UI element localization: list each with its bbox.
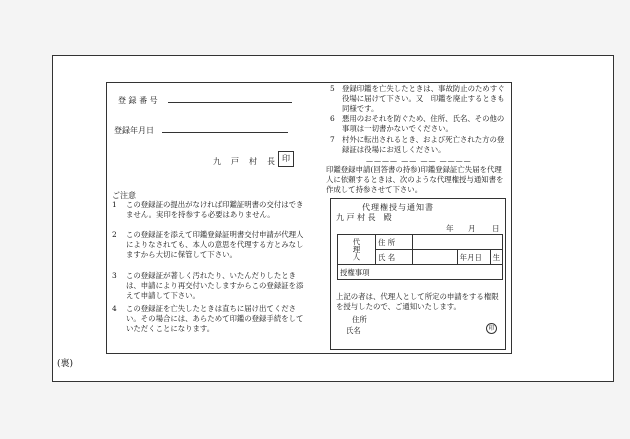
proxy-instruction: 印鑑登録申請(回答書の持参)印鑑登録証亡失届を代理人に依頼するときは、次のような代理権授与通知書を作成して持参させて下さい。 [326, 165, 504, 194]
proxy-day: 日 [492, 224, 500, 233]
proxy-name-label: 氏 名 [376, 250, 413, 265]
seal-circle: 印 [486, 323, 497, 334]
reg-number-label: 登 録 番 号 [118, 96, 158, 105]
proxy-agent-label: 代理人 [338, 235, 376, 265]
proxy-birth-label: 年月日 [457, 250, 490, 265]
note-1: 1 この登録証の提出がなければ印鑑証明書の交付はできません。実印を持参する必要はありません。 [112, 200, 304, 219]
note-5: 5 登録印鑑を亡失したときは、事故防止のためすぐ役場に届けて下さい。又 印鑑を廃止するときも同様です。 [330, 84, 505, 113]
proxy-address-label: 住 所 [376, 235, 413, 250]
proxy-birth-field[interactable]: 生 [490, 250, 502, 265]
proxy-matter-row[interactable] [338, 265, 503, 280]
note-3: 3 この登録証が著しく汚れたり、いたんだりしたときは、申請により再交付いたしますからこの登録証を添えて申請して下さい。 [112, 271, 304, 300]
reverse-side-label: (裏) [57, 359, 74, 369]
mayor-label: 九 戸 村 長 [213, 157, 276, 166]
note-2: 2 この登録証を添えて印鑑登録証明書交付申請が代理人によりなされても、本人の意思を代理する方とみなしますから大切に保管して下さい。 [112, 230, 304, 259]
reg-date-label: 登録年月日 [114, 126, 154, 135]
proxy-year: 年 [446, 224, 454, 233]
reg-number-line [168, 102, 292, 103]
notes-title: ご注意 [112, 191, 136, 200]
proxy-table [337, 234, 503, 280]
seal-box: 印 [278, 151, 294, 167]
note-7: 7 村外に転出されるとき、および死亡された方の登録証は役場にお返しください。 [330, 135, 505, 154]
proxy-address-field[interactable] [412, 235, 502, 250]
proxy-month: 月 [468, 224, 476, 233]
proxy-name-field[interactable] [412, 250, 457, 265]
proxy-addressee: 九 戸 村 長 殿 [336, 213, 392, 222]
proxy-matter-label: 授権事項 [340, 267, 370, 277]
proxy-form-title: 代理権授与通知書 [362, 203, 434, 212]
note-6: 6 悪用のおそれを防ぐため、住所、氏名、その他の事項は一切書かないでください。 [330, 114, 505, 133]
note-4: 4 この登録証を亡失したときは直ちに届け出てください。その場合には、あらためて印鑑の登録手続をしていただくことになります。 [112, 304, 304, 333]
proxy-grantor-address-label: 住所 [352, 315, 367, 324]
proxy-grantor-name-label: 氏名 [346, 326, 361, 335]
proxy-body: 上記の者は、代理人として所定の申請をする権限を授与したので、ご通知いたします。 [336, 292, 499, 311]
separator-dashes: ———— —— —— ———— [366, 157, 472, 165]
reg-date-line [162, 132, 288, 133]
